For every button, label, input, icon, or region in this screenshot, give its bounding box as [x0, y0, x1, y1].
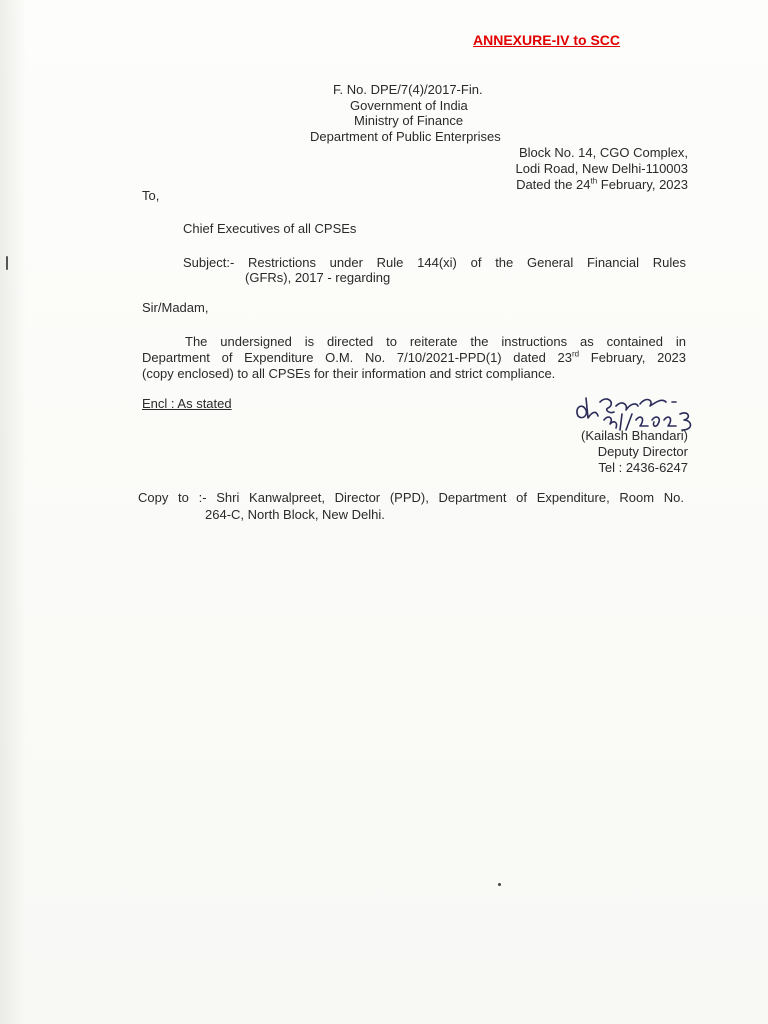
to-label: To,	[142, 188, 160, 203]
date-suffix: February, 2023	[597, 177, 688, 192]
annexure-label: ANNEXURE-IV to SCC	[473, 32, 621, 48]
body-line-2-suffix: February, 2023	[579, 350, 687, 365]
copy-to-line-1: Copy to :- Shri Kanwalpreet, Director (PPD), Department of Expenditure, Room No.	[138, 490, 684, 505]
signature-stroke	[604, 417, 617, 428]
signature-stroke	[577, 406, 586, 417]
date-suffix-ordinal: th	[590, 176, 598, 186]
signature-stroke	[586, 398, 598, 418]
enclosure-note: Encl : As stated	[142, 396, 232, 411]
signature-stroke	[600, 399, 614, 413]
government-name: Government of India	[350, 98, 468, 113]
signatory-telephone: Tel : 2436-6247	[598, 460, 688, 475]
signatory-name: (Kailash Bhandari)	[581, 428, 688, 443]
signature-stroke	[616, 403, 638, 410]
file-number: F. No. DPE/7(4)/2017-Fin.	[333, 82, 483, 97]
signature-stroke	[652, 417, 659, 426]
scan-speck	[498, 883, 501, 886]
subject-line-1: Subject:- Restrictions under Rule 144(xi) of the General Financial Rules	[183, 255, 686, 270]
dated-line	[516, 177, 688, 193]
signature-stroke	[636, 417, 648, 426]
body-line-2-ordinal: rd	[571, 349, 580, 359]
recipient: Chief Executives of all CPSEs	[183, 221, 357, 236]
copy-to-line-2: 264-C, North Block, New Delhi.	[205, 507, 385, 522]
subject-line-2: (GFRs), 2017 - regarding	[245, 270, 391, 285]
signatory-designation: Deputy Director	[597, 444, 688, 459]
signature-stroke	[664, 417, 676, 426]
ministry-name: Ministry of Finance	[354, 113, 464, 128]
address-line-1: Block No. 14, CGO Complex,	[518, 145, 688, 160]
punch-mark	[6, 256, 8, 270]
scan-edge-shadow	[0, 0, 26, 1024]
signature-stroke	[640, 400, 666, 406]
body-line-3: (copy enclosed) to all CPSEs for their information and strict compliance.	[142, 366, 556, 381]
department-name: Department of Public Enterprises	[310, 129, 501, 144]
body-line-1: The undersigned is directed to reiterate the instructions as contained in	[185, 334, 686, 349]
address-line-2: Lodi Road, New Delhi-110003	[515, 161, 688, 176]
date-prefix: Dated the 24	[516, 177, 591, 192]
body-line-2	[142, 350, 686, 366]
body-line-2-prefix: Department of Expenditure O.M. No. 7/10/2021-PPD(1) dated 23	[142, 350, 572, 365]
salutation: Sir/Madam,	[142, 300, 209, 315]
